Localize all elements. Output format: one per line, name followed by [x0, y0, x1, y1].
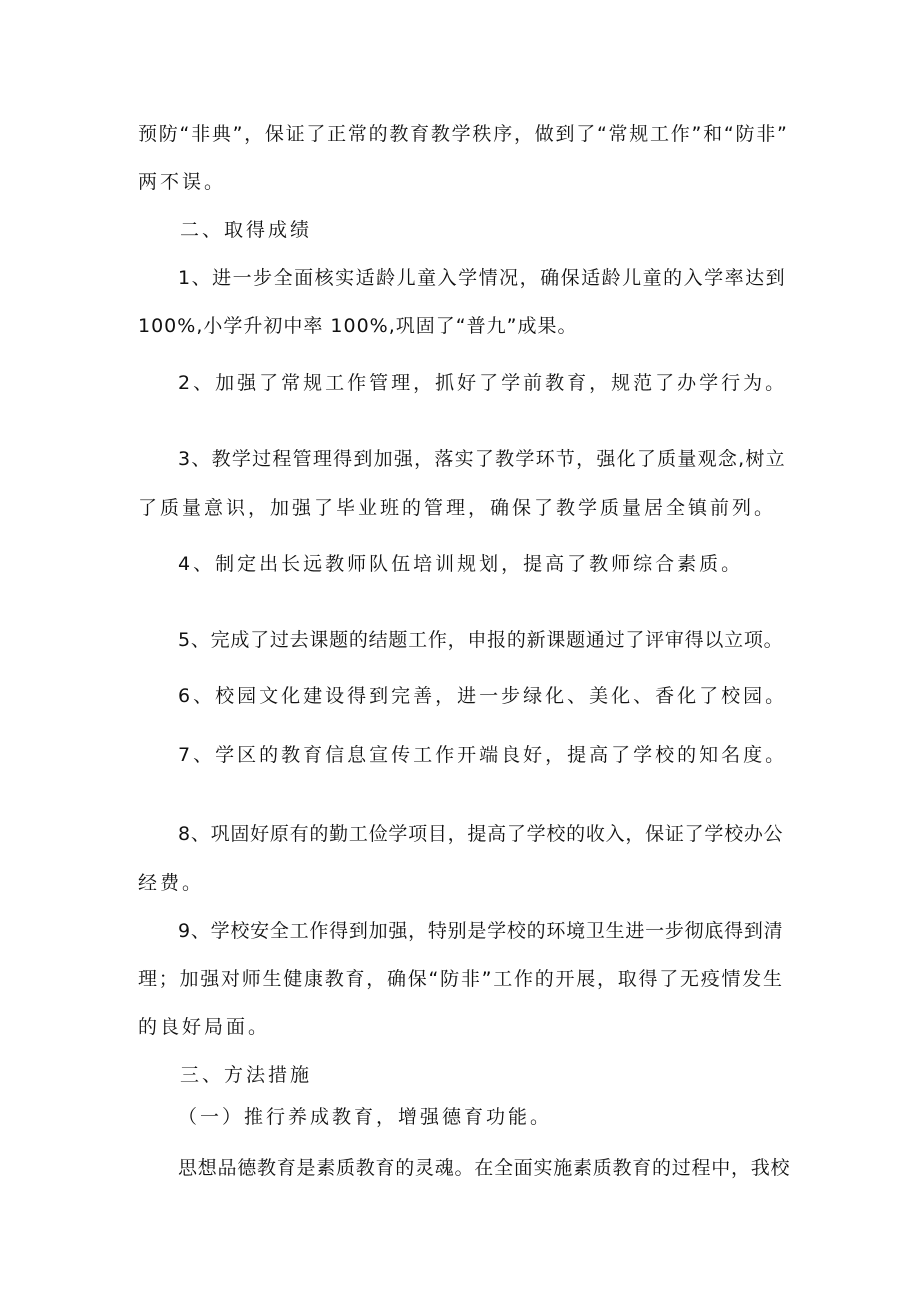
text-line: 100%,小学升初中率 100%,巩固了“普九”成果。 — [138, 315, 578, 337]
text-line: 2、加强了常规工作管理，抓好了学前教育，规范了办学行为。 — [178, 372, 788, 394]
text-line: 1、进一步全面核实适龄儿童入学情况，确保适龄儿童的入学率达到 — [178, 267, 787, 289]
text-line: 预防“非典”，保证了正常的教育教学秩序，做到了“常规工作”和“防非” — [138, 123, 789, 145]
text-line: 8、巩固好原有的勤工俭学项目，提高了学校的收入，保证了学校办公 — [178, 823, 784, 845]
text-line: 6、校园文化建设得到完善，进一步绿化、美化、香化了校园。 — [178, 685, 788, 707]
text-line: 了质量意识，加强了毕业班的管理，确保了教学质量居全镇前列。 — [138, 497, 777, 519]
text-line: 理；加强对师生健康教育，确保“防非”工作的开展，取得了无疫情发生 — [138, 968, 784, 990]
section-heading: 三、方法措施 — [180, 1064, 313, 1086]
subsection-heading: （一）推行养成教育，增强德育功能。 — [178, 1106, 553, 1128]
text-line: 9、学校安全工作得到加强，特别是学校的环境卫生进一步彻底得到清 — [178, 920, 784, 942]
text-line: 两不误。 — [138, 171, 227, 193]
text-line: 5、完成了过去课题的结题工作，申报的新课题通过了评审得以立项。 — [178, 629, 784, 651]
section-heading: 二、取得成绩 — [180, 219, 313, 241]
text-line: 的良好局面。 — [138, 1016, 271, 1038]
text-line: 3、教学过程管理得到加强，落实了教学环节，强化了质量观念,树立 — [178, 448, 786, 470]
text-line: 7、学区的教育信息宣传工作开端良好，提高了学校的知名度。 — [178, 744, 788, 766]
text-line: 4、制定出长远教师队伍培训规划，提高了教师综合素质。 — [178, 553, 744, 575]
text-line: 经费。 — [138, 872, 205, 894]
text-line: 思想品德教育是素质教育的灵魂。在全面实施素质教育的过程中，我校 — [178, 1157, 791, 1179]
